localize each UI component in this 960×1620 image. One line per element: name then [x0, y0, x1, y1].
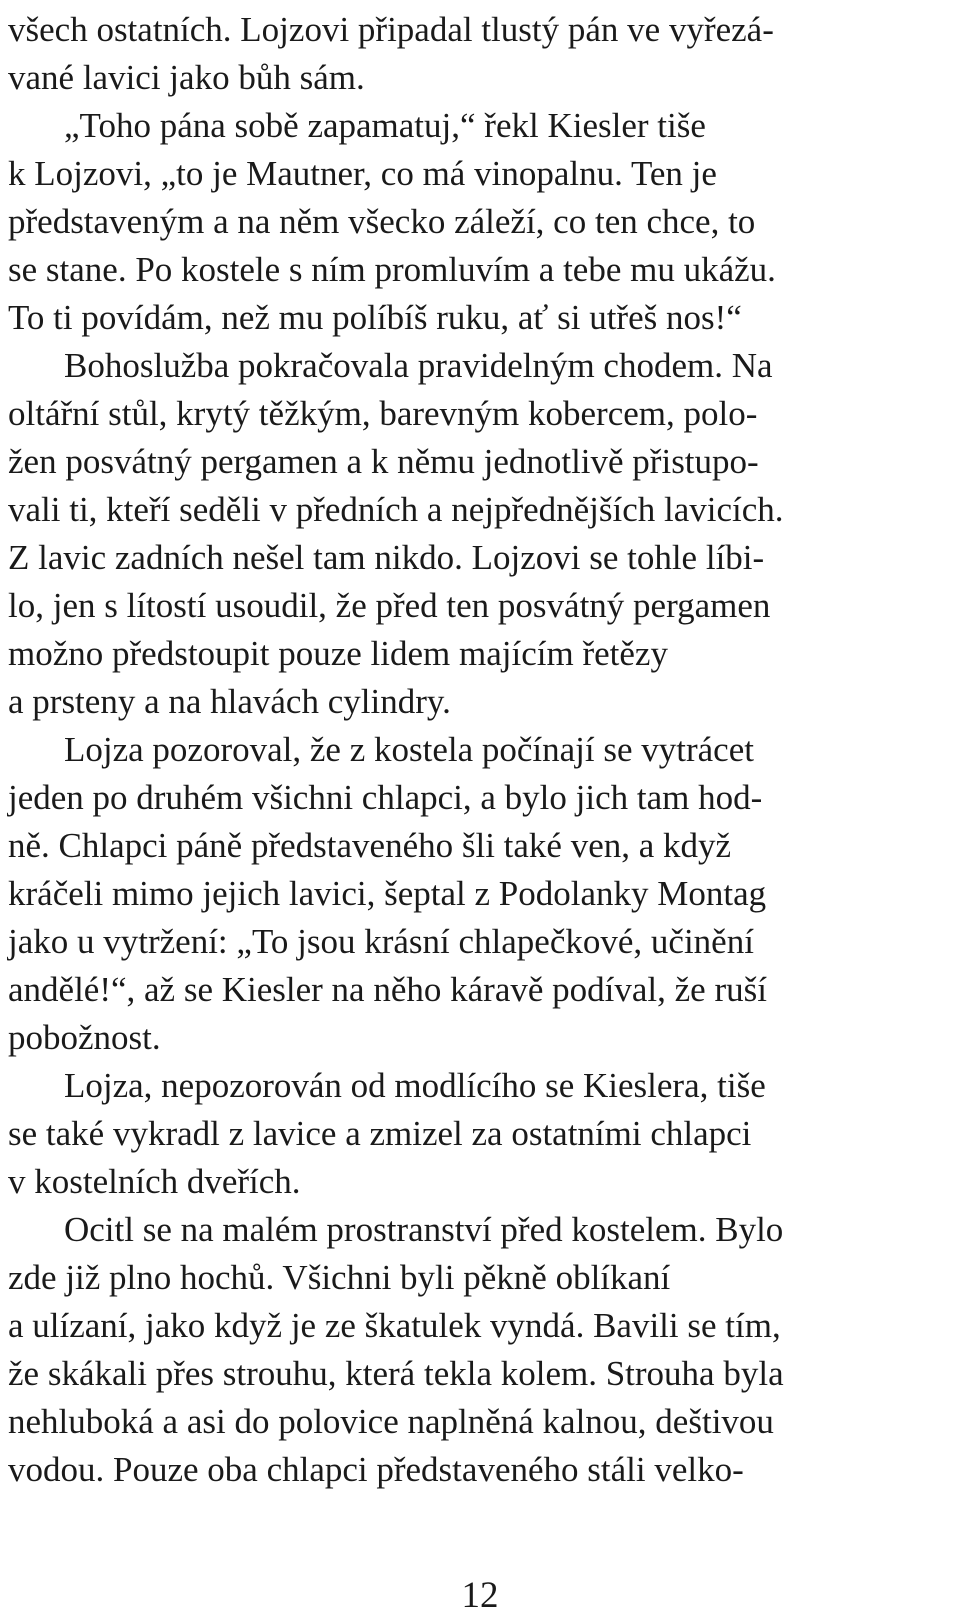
text-line: andělé!“, až se Kiesler na něho káravě podíval, že ruší — [8, 970, 767, 1009]
text-line: Ocitl se na malém prostranství před kostelem. Bylo — [64, 1210, 784, 1249]
text-line: kráčeli mimo jejich lavici, šeptal z Podolanky Montag — [8, 874, 767, 913]
text-line: představeným a na něm všecko záleží, co ten chce, to — [8, 202, 756, 241]
text-line: To ti povídám, než mu políbíš ruku, ať si utřeš nos!“ — [8, 298, 742, 337]
text-line: a prsteny a na hlavách cylindry. — [8, 682, 451, 721]
text-line: Z lavic zadních nešel tam nikdo. Lojzovi se tohle líbi- — [8, 538, 765, 577]
text-line: možno předstoupit pouze lidem majícím řetězy — [8, 634, 668, 673]
text-line: oltářní stůl, krytý těžkým, barevným kobercem, polo- — [8, 394, 758, 433]
text-line: „Toho pána sobě zapamatuj,“ řekl Kiesler tiše — [64, 106, 706, 145]
text-line: pobožnost. — [8, 1018, 161, 1057]
text-line: Bohoslužba pokračovala pravidelným chodem. Na — [64, 346, 773, 385]
text-line: vodou. Pouze oba chlapci představeného stáli velko- — [8, 1450, 744, 1489]
text-line: jeden po druhém všichni chlapci, a bylo jich tam hod- — [8, 778, 763, 817]
text-line: že skákali přes strouhu, která tekla kolem. Strouha byla — [8, 1354, 784, 1393]
text-line: lo, jen s lítostí usoudil, že před ten posvátný pergamen — [8, 586, 771, 625]
book-page — [8, 0, 952, 1615]
text-line: ně. Chlapci páně představeného šli také ven, a když — [8, 826, 732, 865]
text-line: se také vykradl z lavice a zmizel za ostatními chlapci — [8, 1114, 752, 1153]
text-line: Lojza, nepozorován od modlícího se Kieslera, tiše — [64, 1066, 766, 1105]
text-line: v kostelních dveřích. — [8, 1162, 301, 1201]
text-line: nehluboká a asi do polovice naplněná kalnou, deštivou — [8, 1402, 774, 1441]
text-line: všech ostatních. Lojzovi připadal tlustý pán ve vyřezá- — [8, 10, 774, 49]
text-line: žen posvátný pergamen a k němu jednotlivě přistupo- — [8, 442, 759, 481]
page-number: 12 — [461, 1575, 499, 1616]
text-line: vali ti, kteří seděli v předních a nejpřednějších lavicích. — [8, 490, 784, 529]
text-line: a ulízaní, jako když je ze škatulek vyndá. Bavili se tím, — [8, 1306, 781, 1345]
text-line: se stane. Po kostele s ním promluvím a tebe mu ukážu. — [8, 250, 776, 289]
text-line: k Lojzovi, „to je Mautner, co má vinopalnu. Ten je — [8, 154, 717, 193]
text-line: Lojza pozoroval, že z kostela počínají se vytrácet — [64, 730, 754, 769]
text-line: jako u vytržení: „To jsou krásní chlapečkové, učinění — [8, 922, 754, 961]
text-line: vané lavici jako bůh sám. — [8, 58, 365, 97]
text-line: zde již plno hochů. Všichni byli pěkně oblíkaní — [8, 1258, 671, 1297]
